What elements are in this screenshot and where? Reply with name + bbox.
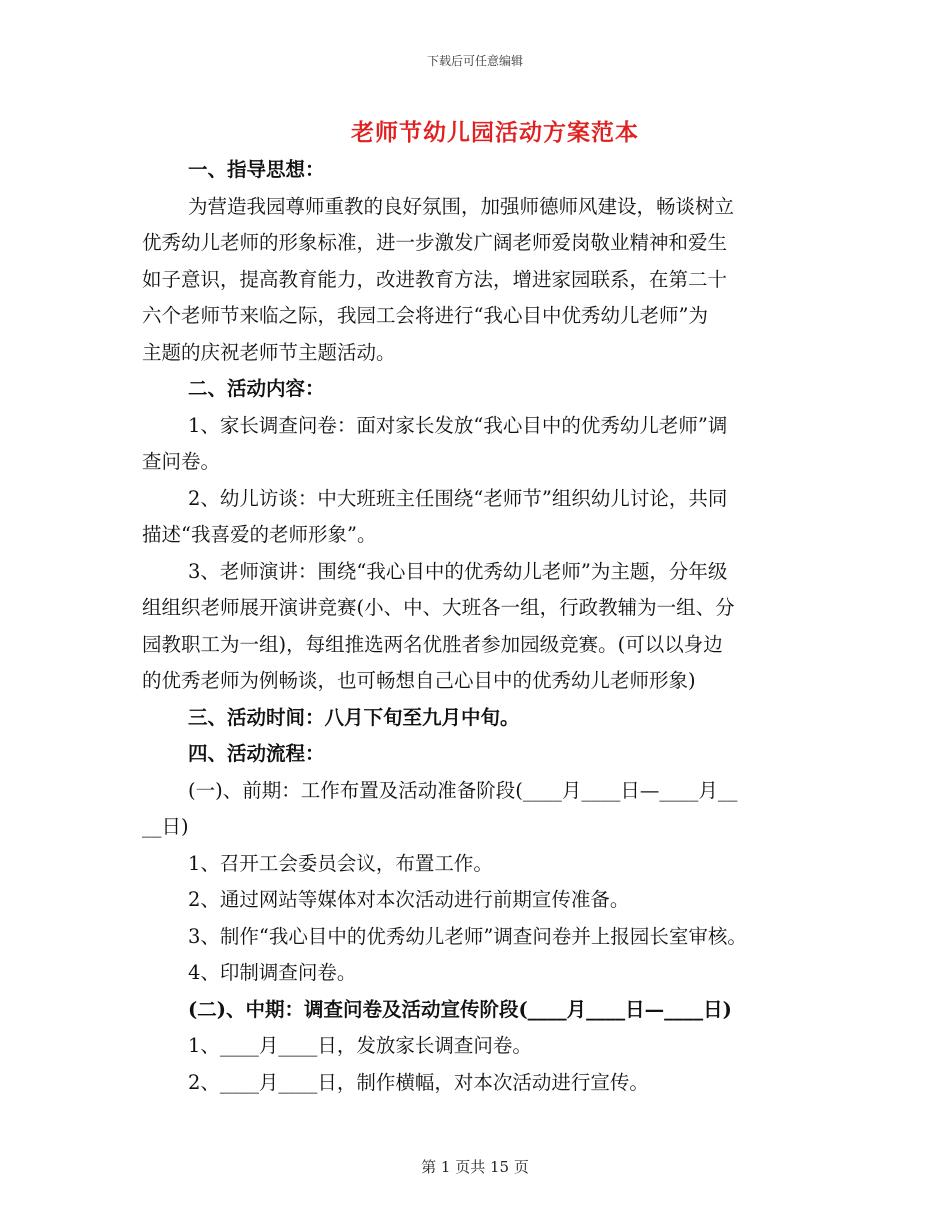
body-line: 1、召开工会委员会议，布置工作。 — [188, 851, 493, 875]
body-line: 查问卷。 — [142, 450, 221, 473]
section-heading: 四、活动流程： — [188, 742, 325, 765]
body-line: 为营造我园尊师重教的良好氛围，加强师德师风建设，畅谈树立 — [188, 194, 735, 218]
section-heading: (二)、中期：调查问卷及活动宣传阶段(____月____日—____日) — [188, 997, 732, 1021]
body-line: 3、制作“我心目中的优秀幼儿老师”调查问卷并上报园长室审核。 — [188, 924, 747, 948]
body-line: 1、家长调查问卷：面对家长发放“我心目中的优秀幼儿老师”调 — [188, 413, 728, 437]
document-body — [142, 152, 822, 1101]
body-line: 主题的庆祝老师节主题活动。 — [142, 340, 396, 364]
body-line: 1、____月____日，发放家长调查问卷。 — [188, 1034, 532, 1057]
section-heading: 三、活动时间：八月下旬至九月中旬。 — [188, 705, 520, 729]
page-number: 第 1 页共 15 页 — [421, 1158, 529, 1176]
body-line: 描述“我喜爱的老师形象”。 — [142, 523, 377, 546]
body-line: 园教职工为一组)，每组推选两名优胜者参加园级竞赛。(可以以身边 — [142, 632, 723, 656]
body-line: 如子意识，提高教育能力，改进教育方法，增进家园联系，在第二十 — [142, 267, 728, 291]
body-line: 2、____月____日，制作横幅，对本次活动进行宣传。 — [188, 1070, 649, 1094]
body-line: 4、印制调查问卷。 — [188, 961, 357, 984]
body-line: __日) — [142, 815, 189, 838]
body-line: 优秀幼儿老师的形象标准，进一步激发广阔老师爱岗敬业精神和爱生 — [142, 231, 728, 254]
body-line: (一)、前期：工作布置及活动准备阶段(____月____日—____月__ — [188, 778, 738, 802]
body-line: 的优秀老师为例畅谈，也可畅想自己心目中的优秀幼儿老师形象) — [142, 669, 696, 692]
body-line: 2、通过网站等媒体对本次活动进行前期宣传准备。 — [188, 888, 630, 911]
body-line: 2、幼儿访谈：中大班班主任围绕“老师节”组织幼儿讨论，共同 — [188, 486, 728, 510]
body-line: 六个老师节来临之际，我园工会将进行“我心目中优秀幼儿老师”为 — [142, 304, 708, 327]
body-line: 组组织老师展开演讲竞赛(小、中、大班各一组，行政教辅为一组、分 — [142, 596, 735, 619]
section-heading: 一、指导思想： — [188, 158, 325, 181]
document-title: 老师节幼儿园活动方案范本 — [351, 119, 639, 146]
section-heading: 二、活动内容： — [188, 377, 325, 400]
header-note: 下载后可任意编辑 — [426, 54, 523, 68]
body-line: 3、老师演讲：围绕“我心目中的优秀幼儿老师”为主题，分年级 — [188, 559, 728, 583]
